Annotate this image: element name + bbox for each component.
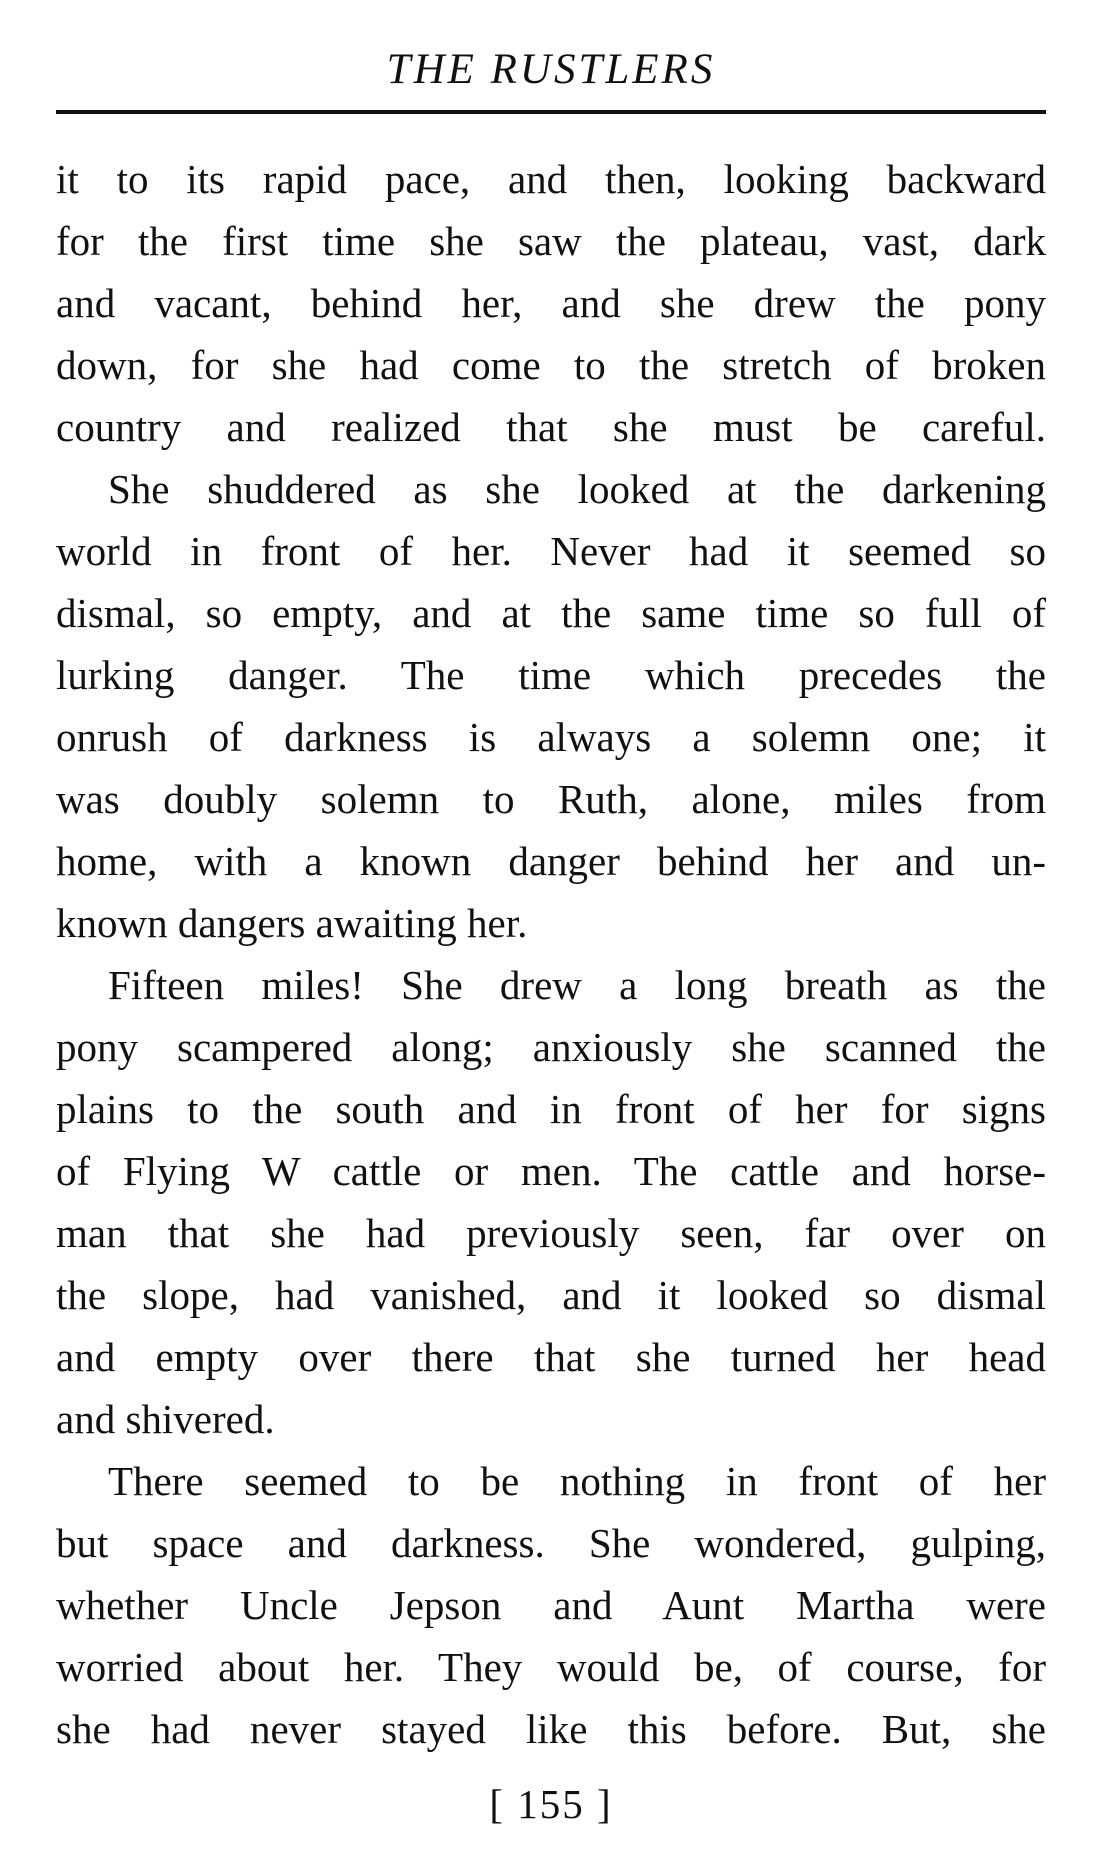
text-line: lurking danger. The time which precedes the bbox=[56, 652, 1046, 698]
text-line: of Flying W cattle or men. The cattle and horse- bbox=[56, 1148, 1046, 1194]
text-line: home, with a known danger behind her and un- bbox=[56, 838, 1046, 884]
text-line: and shivered. bbox=[56, 1396, 275, 1442]
text-line: plains to the south and in front of her for signs bbox=[56, 1086, 1046, 1132]
book-page bbox=[56, 0, 1046, 1860]
text-line: known dangers awaiting her. bbox=[56, 900, 528, 946]
text-line: man that she had previously seen, far over on bbox=[56, 1210, 1046, 1256]
text-line: and vacant, behind her, and she drew the pony bbox=[56, 280, 1046, 326]
text-line: was doubly solemn to Ruth, alone, miles from bbox=[56, 776, 1046, 822]
text-line: and empty over there that she turned her head bbox=[56, 1334, 1046, 1380]
text-line: worried about her. They would be, of course, for bbox=[56, 1644, 1046, 1690]
text-line: whether Uncle Jepson and Aunt Martha were bbox=[56, 1582, 1046, 1628]
text-line: dismal, so empty, and at the same time so full of bbox=[56, 590, 1046, 636]
text-line: down, for she had come to the stretch of broken bbox=[56, 342, 1046, 388]
text-line: pony scampered along; anxiously she scanned the bbox=[56, 1024, 1046, 1070]
text-line: onrush of darkness is always a solemn one; it bbox=[56, 714, 1046, 760]
running-head: THE RUSTLERS bbox=[386, 46, 716, 93]
text-line: the slope, had vanished, and it looked so dismal bbox=[56, 1272, 1046, 1318]
text-line: she had never stayed like this before. But, she bbox=[56, 1706, 1046, 1752]
text-line: Fifteen miles! She drew a long breath as the bbox=[108, 962, 1046, 1008]
body-text bbox=[56, 148, 1046, 1760]
header-rule bbox=[56, 110, 1046, 114]
text-line: it to its rapid pace, and then, looking backward bbox=[56, 156, 1046, 202]
text-line: for the first time she saw the plateau, vast, dark bbox=[56, 218, 1046, 264]
text-line: She shuddered as she looked at the darkening bbox=[108, 466, 1046, 512]
text-line: There seemed to be nothing in front of her bbox=[108, 1458, 1046, 1504]
text-line: country and realized that she must be careful. bbox=[56, 404, 1046, 450]
text-line: but space and darkness. She wondered, gulping, bbox=[56, 1520, 1046, 1566]
text-line: world in front of her. Never had it seemed so bbox=[56, 528, 1046, 574]
page-number: [ 155 ] bbox=[489, 1781, 613, 1827]
